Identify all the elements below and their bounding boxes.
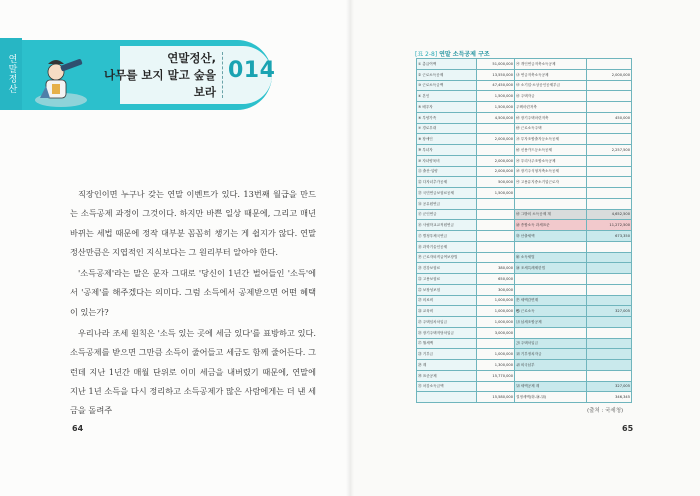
paragraph-2: '소득공제'라는 말은 문자 그대로 '당신이 1년간 벌어들인 '소득'에서 '공제'를 해주겠다는 의미다. 그럼 소득에서 공제받으면 어떤 혜택이 있는가? xyxy=(70,268,316,317)
table-row xyxy=(417,123,632,134)
table-row xyxy=(417,145,632,156)
table-row xyxy=(417,231,632,242)
table-cell xyxy=(587,360,632,371)
paragraph-1: 직장인이면 누구나 갖는 연말 이벤트가 있다. 13번째 월급을 만드는 소득공제 과정이 그것이다. 하지만 바쁜 일상 때문에, 그리고 매년 바뀌는 세법 때문에 정작 대부분 꼼꼼히 챙기는 게 쉽지가 않다. 연말정산만큼은 지엽적인 지식보다는 그 원리부터 알아야 한다. xyxy=(70,189,316,257)
table-cell: 1,500,000 xyxy=(477,188,515,199)
table-cell xyxy=(477,123,515,134)
deduction-form-grid xyxy=(416,58,632,403)
table-row xyxy=(417,220,632,231)
table-row xyxy=(417,284,632,295)
table-cell: ㉰ 소기업·소상공인공제부금 xyxy=(515,80,587,91)
body-text xyxy=(70,185,316,421)
table-cell: ⑳ 건강보험료 xyxy=(417,263,477,274)
table-cell: ㉸ 고용유지중소기업근로자 xyxy=(515,177,587,188)
table-cell: ① 총급여액 xyxy=(417,59,477,70)
table-cell: ㉚ 표준공제 xyxy=(417,370,477,381)
table-row xyxy=(417,112,632,123)
table-cell: ⑯ 사립학교교직원연금 xyxy=(417,220,477,231)
table-cell: 327,005 xyxy=(587,381,632,392)
table-cell: ㉺ 종합소득 과세표준 xyxy=(515,220,587,231)
chapter-number: 014 xyxy=(228,58,276,83)
table-cell xyxy=(587,102,632,113)
table-cell: ㋀ 납세조합공제 xyxy=(515,317,587,328)
table-cell: ㉮ 개인연금저축소득공제 xyxy=(515,59,587,70)
table-cell: 2,000,000 xyxy=(477,166,515,177)
table-row xyxy=(417,134,632,145)
table-cell xyxy=(515,188,587,199)
table-cell: ㉳ 근로소득주택 xyxy=(515,123,587,134)
table-cell: 47,450,000 xyxy=(477,80,515,91)
table-cell: ㉹ 그밖의 소득공제 계 xyxy=(515,209,587,220)
table-cell: 1,500,000 xyxy=(477,91,515,102)
table-cell: 650,000 xyxy=(477,274,515,285)
table-cell: ㉱ 주택자금 xyxy=(515,91,587,102)
table-cell: ㉓ 의료비 xyxy=(417,295,477,306)
table-row xyxy=(417,252,632,263)
table-cell xyxy=(515,284,587,295)
income-deduction-structure-table xyxy=(416,58,631,402)
table-row xyxy=(417,338,632,349)
table-cell: ㉘ 기부금 xyxy=(417,349,477,360)
table-cell xyxy=(587,327,632,338)
table-cell xyxy=(587,123,632,134)
table-cell: ㉲ 장기주택마련저축 xyxy=(515,112,587,123)
table-cell: ⑧ 장애인 xyxy=(417,134,477,145)
table-cell xyxy=(587,91,632,102)
paragraph-3: 우리나라 조세 원칙은 '소득 있는 곳에 세금 있다'를 표방하고 있다. 소득공제를 받으면 그만큼 소득이 줄어들고 세금도 함께 줄어든다. 그런데 지난 1년간 매월 단위로 이미 세금을 내버렸기 때문에, 연말에 지난 1년 소득을 다시 정리하고 소득공제가 많은 사람에게는 더 낸 세금을 돌려주 xyxy=(70,328,316,416)
table-cell: ⑩ 자녀양육비 xyxy=(417,155,477,166)
table-cell xyxy=(515,327,587,338)
table-row xyxy=(417,295,632,306)
table-cell: ㉽ 조세특례제한법 xyxy=(515,263,587,274)
table-row xyxy=(417,274,632,285)
table-row xyxy=(417,198,632,209)
table-cell: ㉵ 신용카드등소득공제 xyxy=(515,145,587,156)
table-cell: 327,005 xyxy=(587,306,632,317)
table-cell: ㉖ 장기주택저당차입금 xyxy=(417,327,477,338)
table-cell xyxy=(477,231,515,242)
table-cell: ㋂ 기부정치자금 xyxy=(515,349,587,360)
table-cell: 15,770,000 xyxy=(477,370,515,381)
table-source-note: (출처 : 국세청) xyxy=(587,408,624,414)
table-row xyxy=(417,188,632,199)
table-cell: 1,000,000 xyxy=(477,295,515,306)
table-cell: ㉙ 계 xyxy=(417,360,477,371)
table-caption xyxy=(415,49,490,58)
table-cell: 결정세액(㉻-㉽-㋄) xyxy=(515,392,587,403)
table-cell: ㉾ 세액감면계 xyxy=(515,295,587,306)
table-cell: ⑰ 별정우체국연금 xyxy=(417,231,477,242)
table-cell xyxy=(587,166,632,177)
chapter-title xyxy=(98,50,216,101)
table-cell xyxy=(477,241,515,252)
table-row xyxy=(417,80,632,91)
table-row xyxy=(417,317,632,328)
table-cell: 2,000,000 xyxy=(587,69,632,80)
table-caption-title: 연말 소득공제 구조 xyxy=(439,51,490,58)
table-cell xyxy=(587,349,632,360)
table-cell xyxy=(515,370,587,381)
table-cell: ㉼ 소득세법 xyxy=(515,252,587,263)
table-cell: ㉷ 장기주식형저축소득공제 xyxy=(515,166,587,177)
table-cell xyxy=(477,209,515,220)
table-cell xyxy=(587,198,632,209)
table-cell: ㉻ 산출세액 xyxy=(515,231,587,242)
table-cell xyxy=(587,263,632,274)
table-row xyxy=(417,327,632,338)
table-cell: ㉶ 우리사주조합소득공제 xyxy=(515,155,587,166)
table-row xyxy=(417,392,632,403)
table-cell: 500,000 xyxy=(477,177,515,188)
table-cell: 2,000,000 xyxy=(477,134,515,145)
table-row xyxy=(417,349,632,360)
table-cell xyxy=(587,317,632,328)
table-cell xyxy=(587,241,632,252)
table-cell: ⑨ 부녀자 xyxy=(417,145,477,156)
table-cell xyxy=(587,134,632,145)
table-row xyxy=(417,69,632,80)
table-cell: ② 근로소득공제 xyxy=(417,69,477,80)
table-cell xyxy=(477,220,515,231)
table-cell xyxy=(477,338,515,349)
table-cell xyxy=(587,284,632,295)
table-cell xyxy=(587,59,632,70)
book-gutter xyxy=(346,0,354,496)
table-cell: 13,550,000 xyxy=(477,69,515,80)
table-row xyxy=(417,177,632,188)
table-cell: ㉛ 차감소득금액 xyxy=(417,381,477,392)
table-cell: ⑥ 부양가족 xyxy=(417,112,477,123)
chapter-title-line-1: 연말정산, xyxy=(167,51,216,65)
table-cell: ⑤ 배우자 xyxy=(417,102,477,113)
table-cell: 346,345 xyxy=(587,392,632,403)
table-cell: 3,000,000 xyxy=(477,327,515,338)
table-cell: ⑱ 과학기술인공제 xyxy=(417,241,477,252)
page-number-right: 65 xyxy=(622,424,634,433)
table-cell: ㉴ 투자조합출자등소득공제 xyxy=(515,134,587,145)
table-cell: ⑮ 군인연금 xyxy=(417,209,477,220)
table-row xyxy=(417,155,632,166)
table-cell: 300,000 xyxy=(477,284,515,295)
table-cell: ㉑ 고용보험료 xyxy=(417,274,477,285)
table-row xyxy=(417,263,632,274)
table-cell xyxy=(587,155,632,166)
table-cell: 1,000,000 xyxy=(477,306,515,317)
table-cell xyxy=(515,274,587,285)
page-number-left: 64 xyxy=(72,424,84,433)
table-cell: 15,580,000 xyxy=(477,392,515,403)
table-cell: 2,000,000 xyxy=(477,155,515,166)
table-cell xyxy=(477,145,515,156)
table-cell xyxy=(587,370,632,381)
table-row xyxy=(417,91,632,102)
table-cell xyxy=(477,252,515,263)
table-cell: 1,000,000 xyxy=(477,317,515,328)
table-cell xyxy=(587,295,632,306)
table-cell xyxy=(477,198,515,209)
table-row xyxy=(417,241,632,252)
table-cell: 4,652,500 xyxy=(587,209,632,220)
table-cell: ⑲ 근로자퇴직급여보장법 xyxy=(417,252,477,263)
table-cell xyxy=(515,198,587,209)
table-cell: 1,300,000 xyxy=(477,360,515,371)
table-cell: 주택마련저축 xyxy=(515,102,587,113)
chapter-title-line-2: 나무를 보지 말고 숲을 보라 xyxy=(104,68,216,99)
table-cell: ㉗ 월세액 xyxy=(417,338,477,349)
table-cell: ⑪ 출산·입양 xyxy=(417,166,477,177)
table-cell: ③ 근로소득금액 xyxy=(417,80,477,91)
table-cell: ㋄ 세액공제 계 xyxy=(515,381,587,392)
chapter-side-tab: 연말정산 xyxy=(0,38,22,110)
table-cell: ⑫ 다자녀추가공제 xyxy=(417,177,477,188)
table-row xyxy=(417,360,632,371)
table-cell xyxy=(587,177,632,188)
table-cell: 673,350 xyxy=(587,231,632,242)
table-cell xyxy=(587,274,632,285)
table-row xyxy=(417,306,632,317)
table-cell: 450,000 xyxy=(587,112,632,123)
table-cell: 380,000 xyxy=(477,263,515,274)
table-cell: 51,000,000 xyxy=(477,59,515,70)
table-caption-label: [표 2-8] xyxy=(415,51,438,58)
table-cell: ㋃ 외국납부 xyxy=(515,360,587,371)
header-divider xyxy=(222,52,223,98)
table-cell: ㉕ 주택임차차입금 xyxy=(417,317,477,328)
table-row xyxy=(417,209,632,220)
table-cell: 1,000,000 xyxy=(477,349,515,360)
table-row xyxy=(417,102,632,113)
table-row xyxy=(417,166,632,177)
table-cell: ⑬ 국민연금보험료공제 xyxy=(417,188,477,199)
table-cell xyxy=(477,381,515,392)
table-cell: ⑭ 공무원연금 xyxy=(417,198,477,209)
table-cell: ㉒ 보장성보험 xyxy=(417,284,477,295)
table-cell: ④ 본인 xyxy=(417,91,477,102)
table-cell xyxy=(417,392,477,403)
table-cell: 4,500,000 xyxy=(477,112,515,123)
table-cell xyxy=(587,188,632,199)
person-with-telescope-illustration xyxy=(30,50,92,108)
table-cell: ㉔ 교육비 xyxy=(417,306,477,317)
table-cell: 2,257,500 xyxy=(587,145,632,156)
table-cell: ㉿ 근로소득 xyxy=(515,306,587,317)
table-cell: 1,500,000 xyxy=(477,102,515,113)
table-cell: ⑦ 경로우대 xyxy=(417,123,477,134)
table-row xyxy=(417,381,632,392)
table-cell xyxy=(587,80,632,91)
table-row xyxy=(417,59,632,70)
table-cell: ㋁ 주택차입금 xyxy=(515,338,587,349)
table-cell: ㉯ 연금저축소득공제 xyxy=(515,69,587,80)
table-cell xyxy=(587,252,632,263)
table-cell xyxy=(515,241,587,252)
table-row xyxy=(417,370,632,381)
table-cell xyxy=(587,338,632,349)
table-cell: 11,272,500 xyxy=(587,220,632,231)
